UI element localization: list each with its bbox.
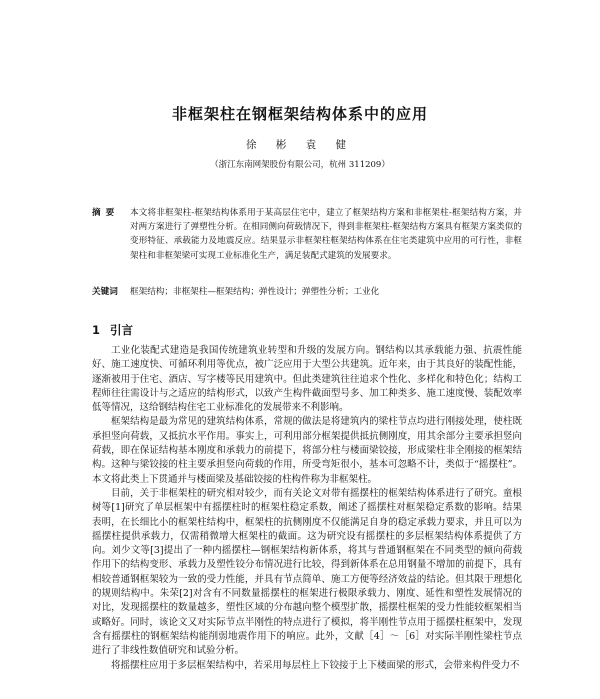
body-text [92,344,522,673]
keywords-text: 框架结构；非框架柱—框架结构；弹性设计；弹塑性分析；工业化 [130,287,380,297]
abstract-block [92,206,522,263]
section-heading [92,322,143,338]
keywords-block [92,285,522,299]
abstract-text: 本文将非框架柱-框架结构体系用于某高层住宅中，建立了框架结构方案和非框架柱-框架结构方案，并对两方案进行了弹塑性分析。在相同侧向荷载情况下，得到非框架柱-框架结构方案具有框架方案类似的变形特征、承载能力及地震反应。结果显示非框架柱框架结构体系在住宅类建筑中应用的可行性，非框架柱和非框架梁可实现工业标准化生产，满足装配式建筑的发展要求。 [130,208,522,261]
paper-authors: 徐 彬 袁 健 [245,139,354,151]
paragraph: 框架结构是最为常见的建筑结构体系，常规的做法是将建筑内的梁柱节点均进行刚接处理，使柱既承担竖向荷载，又抵抗水平作用。事实上，可利用部分框架提供抵抗侧刚度，用其余部分主要承担竖向荷载，即在保证结构基本刚度和承载力的前提下，将部分柱与楼面梁铰接，形成梁柱非全刚接的框架结构。这种与梁铰接的柱主要承担竖向荷载的作用，所受弯矩很小，基本可忽略不计，类似于“摇摆柱”。本文将此类上下贯通并与楼面梁及基础铰接的柱构件称为非框架柱。 [92,416,522,485]
paragraph: 目前，关于非框架柱的研究相对较少，而有关论文对带有摇摆柱的框架结构体系进行了研究。童根树等[1]研究了单层框架中有摇摆柱时的框架柱稳定系数，阐述了摇摆柱对框架稳定系数的影响。结果表明，在长细比小的框架柱结构中，框架柱的抗侧刚度不仅能满足自身的稳定承载力要求，并且可以为摇摆柱提供承载力，仅需稍微增大框架柱的截面。这为研究设有摇摆柱的多层框架结构体系提供了方向。刘少文等[3]提出了一种内摇摆柱—钢框架结构新体系，将其与普通钢框架在不同类型的倾向荷载作用下的结构变形、承载力及塑性铰分布情况进行比较，得到新体系在总用钢量不增加的前提下，具有相较普通钢框架较为一致的受力性能，并具有节点简单、施工方便等经济效益的结论。但其限于理想化的规则结构中。朱荣[2]对含有不同数量摇摆柱的框架进行极限承载力、刚度、延性和塑性发展情况的对比，发现摇摆柱的数量越多，塑性区域的分布越向整个模型扩散，摇摆柱框架的受力性能较框架相当或略好。同时，该论文又对实际节点半刚性的特点进行了模拟，将半刚性节点用于摇摆柱框架中，发现含有摇摆柱的钢框架结构能削弱地震作用下的响应。此外，文献［4］～［6］对实际半刚性梁柱节点进行了非线性数值研究和试验分析。 [92,487,522,657]
keywords-label: 关键词 [92,287,118,297]
paper-affiliation: （浙江东南网架股份有限公司，杭州 311209） [210,160,390,170]
paper-title: 非框架柱在钢框架结构体系中的应用 [171,105,428,123]
section-number: 1 [92,323,101,337]
section-title: 引言 [110,323,134,337]
abstract-label: 摘要 [92,208,120,218]
paragraph: 工业化装配式建造是我国传统建筑业转型和升级的发展方向。钢结构以其承载能力强、抗震性能好、施工速度快、可循环利用等优点，被广泛应用于大型公共建筑。近年来，由于其良好的装配性能，逐渐被用于住宅、酒店、写字楼等民用建筑中。但此类建筑往往追求个性化、多样化和特色化；结构工程师往往需设计与之适应的结构形式，以致产生构件截面型号多、加工种类多、施工速度慢、装配效率低等情况，这给钢结构住宅工业标准化的发展带来不利影响。 [92,345,522,414]
paragraph: 将摇摆柱应用于多层框架结构中，若采用每层柱上下铰接于上下楼面梁的形式，会带来构件受力不 [111,659,520,671]
